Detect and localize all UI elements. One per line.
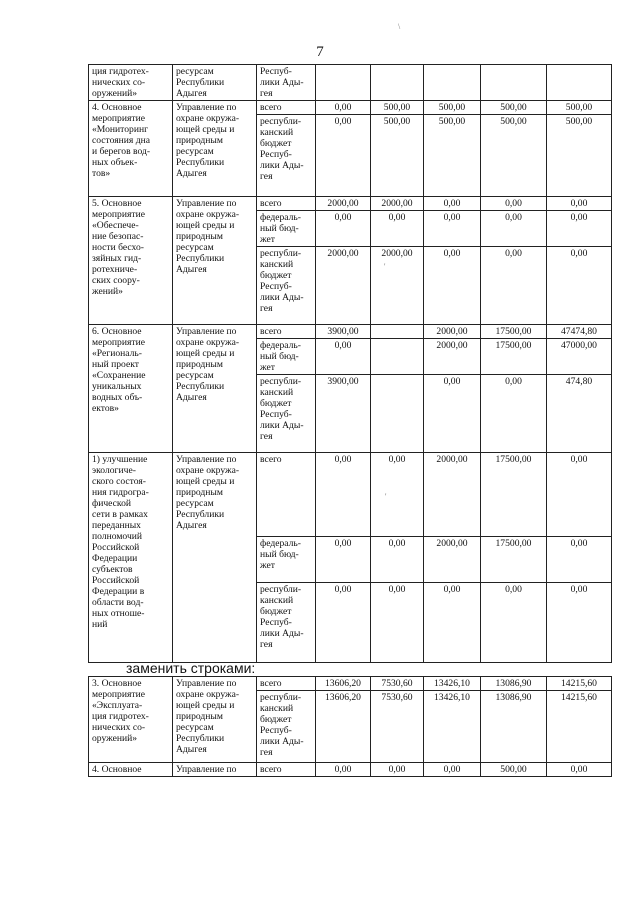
amount-cell: 13606,20 bbox=[316, 677, 371, 691]
amount-cell bbox=[371, 65, 424, 101]
event-cell: 3. Основное мероприятие «Эксплуата- ция гидротех- нических со- оружений» bbox=[89, 677, 173, 763]
amount-cell bbox=[371, 339, 424, 375]
source-cell: всего bbox=[257, 197, 316, 211]
amount-cell: 500,00 bbox=[424, 101, 481, 115]
amount-cell: 0,00 bbox=[424, 583, 481, 663]
amount-cell: 0,00 bbox=[547, 247, 612, 325]
source-cell: всего bbox=[257, 453, 316, 537]
amount-cell: 2000,00 bbox=[316, 197, 371, 211]
source-cell: республи- канский бюджет Респуб- лики Ады- гея bbox=[257, 115, 316, 197]
event-cell: 5. Основное мероприятие «Обеспече- ние безопас- ности бесхо- зяйных гид- ротехниче- ских соору- жений» bbox=[89, 197, 173, 325]
amount-cell: 2000,00 bbox=[424, 537, 481, 583]
amount-cell: 0,00 bbox=[481, 247, 547, 325]
amount-cell: 0,00 bbox=[316, 115, 371, 197]
event-cell: 6. Основное мероприятие «Региональ- ный проект «Сохранение уникальных водных объ- ектов» bbox=[89, 325, 173, 453]
source-cell: республи- канский бюджет Респуб- лики Ады- гея bbox=[257, 691, 316, 763]
amount-cell: 14215,60 bbox=[547, 691, 612, 763]
table-row bbox=[89, 101, 612, 115]
amount-cell: 0,00 bbox=[424, 375, 481, 453]
source-cell: всего bbox=[257, 325, 316, 339]
table-row bbox=[89, 325, 612, 339]
amount-cell: 0,00 bbox=[371, 453, 424, 537]
executor-cell: Управление по bbox=[173, 763, 257, 777]
source-cell: республи- канский бюджет Респуб- лики Ады- гея bbox=[257, 247, 316, 325]
funding-table-new bbox=[88, 676, 612, 777]
source-cell: всего bbox=[257, 677, 316, 691]
event-cell: 1) улучшение экологиче- ского состоя- ния гидрогра- фической сети в рамках переданных полномочий Российской Федерации субъектов Российской Федерации в области вод- ных отноше- ний bbox=[89, 453, 173, 663]
event-cell: 4. Основное bbox=[89, 763, 173, 777]
amount-cell: 0,00 bbox=[547, 211, 612, 247]
table-row bbox=[89, 453, 612, 537]
amount-cell: 14215,60 bbox=[547, 677, 612, 691]
amount-cell: 0,00 bbox=[371, 763, 424, 777]
funding-table-old bbox=[88, 64, 612, 663]
event-cell: 4. Основное мероприятие «Мониторинг состояния дна и берегов вод- ных объек- тов» bbox=[89, 101, 173, 197]
amount-cell bbox=[316, 65, 371, 101]
amount-cell: 0,00 bbox=[547, 453, 612, 537]
amount-cell: 13426,10 bbox=[424, 677, 481, 691]
amount-cell: 17500,00 bbox=[481, 325, 547, 339]
source-cell: федераль- ный бюд- жет bbox=[257, 537, 316, 583]
amount-cell: 2000,00 bbox=[424, 325, 481, 339]
replace-heading: заменить строками: bbox=[126, 660, 256, 676]
source-cell: всего bbox=[257, 101, 316, 115]
amount-cell: 0,00 bbox=[424, 247, 481, 325]
amount-cell: 500,00 bbox=[481, 763, 547, 777]
amount-cell: 0,00 bbox=[316, 763, 371, 777]
source-cell: республи- канский бюджет Респуб- лики Ады- гея bbox=[257, 375, 316, 453]
amount-cell: 474,80 bbox=[547, 375, 612, 453]
amount-cell: 0,00 bbox=[481, 583, 547, 663]
source-cell: федераль- ный бюд- жет bbox=[257, 211, 316, 247]
amount-cell: 500,00 bbox=[481, 101, 547, 115]
amount-cell: 3900,00 bbox=[316, 325, 371, 339]
amount-cell: 0,00 bbox=[547, 537, 612, 583]
amount-cell: 0,00 bbox=[371, 583, 424, 663]
amount-cell: 7530,60 bbox=[371, 691, 424, 763]
amount-cell: 17500,00 bbox=[481, 453, 547, 537]
executor-cell: Управление по охране окружа- ющей среды и природным ресурсам Республики Адыгея bbox=[173, 101, 257, 197]
amount-cell: 500,00 bbox=[547, 115, 612, 197]
amount-cell: 7530,60 bbox=[371, 677, 424, 691]
amount-cell: 0,00 bbox=[424, 763, 481, 777]
executor-cell: Управление по охране окружа- ющей среды и природным ресурсам Республики Адыгея bbox=[173, 197, 257, 325]
source-cell: федераль- ный бюд- жет bbox=[257, 339, 316, 375]
amount-cell: 500,00 bbox=[371, 101, 424, 115]
amount-cell: 2000,00 bbox=[316, 247, 371, 325]
amount-cell: 0,00 bbox=[547, 197, 612, 211]
event-cell: ция гидротех- нических со- оружений» bbox=[89, 65, 173, 101]
amount-cell bbox=[547, 65, 612, 101]
amount-cell: 0,00 bbox=[424, 197, 481, 211]
amount-cell: 3900,00 bbox=[316, 375, 371, 453]
table-row bbox=[89, 65, 612, 101]
table-row bbox=[89, 677, 612, 691]
amount-cell: 47474,80 bbox=[547, 325, 612, 339]
table-row bbox=[89, 197, 612, 211]
amount-cell bbox=[371, 325, 424, 339]
amount-cell: 0,00 bbox=[547, 583, 612, 663]
scan-mark: \ bbox=[398, 22, 401, 31]
executor-cell: Управление по охране окружа- ющей среды и природным ресурсам Республики Адыгея bbox=[173, 677, 257, 763]
amount-cell bbox=[481, 65, 547, 101]
amount-cell: 2000,00 bbox=[371, 197, 424, 211]
amount-cell: 0,00 bbox=[481, 197, 547, 211]
amount-cell: 17500,00 bbox=[481, 537, 547, 583]
amount-cell: 0,00 bbox=[316, 339, 371, 375]
amount-cell: 500,00 bbox=[371, 115, 424, 197]
amount-cell: 500,00 bbox=[547, 101, 612, 115]
amount-cell: 500,00 bbox=[424, 115, 481, 197]
amount-cell: 0,00 bbox=[371, 211, 424, 247]
page-number: 7 bbox=[316, 44, 324, 60]
amount-cell: 0,00 bbox=[424, 211, 481, 247]
scan-mark: ' bbox=[384, 262, 386, 271]
amount-cell: 2000,00 bbox=[371, 247, 424, 325]
amount-cell: 2000,00 bbox=[424, 339, 481, 375]
amount-cell: 0,00 bbox=[316, 453, 371, 537]
amount-cell: 13086,90 bbox=[481, 677, 547, 691]
amount-cell: 0,00 bbox=[316, 101, 371, 115]
executor-cell: Управление по охране окружа- ющей среды и природным ресурсам Республики Адыгея bbox=[173, 453, 257, 663]
executor-cell: Управление по охране окружа- ющей среды и природным ресурсам Республики Адыгея bbox=[173, 325, 257, 453]
executor-cell: ресурсам Республики Адыгея bbox=[173, 65, 257, 101]
table-row bbox=[89, 763, 612, 777]
amount-cell: 0,00 bbox=[316, 211, 371, 247]
amount-cell bbox=[371, 375, 424, 453]
amount-cell: 17500,00 bbox=[481, 339, 547, 375]
amount-cell: 0,00 bbox=[316, 583, 371, 663]
amount-cell: 0,00 bbox=[481, 375, 547, 453]
amount-cell: 2000,00 bbox=[424, 453, 481, 537]
amount-cell: 0,00 bbox=[371, 537, 424, 583]
amount-cell: 13426,10 bbox=[424, 691, 481, 763]
amount-cell: 47000,00 bbox=[547, 339, 612, 375]
source-cell: Респуб- лики Ады- гея bbox=[257, 65, 316, 101]
source-cell: республи- канский бюджет Респуб- лики Ады- гея bbox=[257, 583, 316, 663]
amount-cell: 500,00 bbox=[481, 115, 547, 197]
scan-mark: ' bbox=[385, 492, 387, 501]
amount-cell: 0,00 bbox=[316, 537, 371, 583]
amount-cell: 0,00 bbox=[481, 211, 547, 247]
amount-cell bbox=[424, 65, 481, 101]
source-cell: всего bbox=[257, 763, 316, 777]
amount-cell: 13086,90 bbox=[481, 691, 547, 763]
amount-cell: 13606,20 bbox=[316, 691, 371, 763]
amount-cell: 0,00 bbox=[547, 763, 612, 777]
